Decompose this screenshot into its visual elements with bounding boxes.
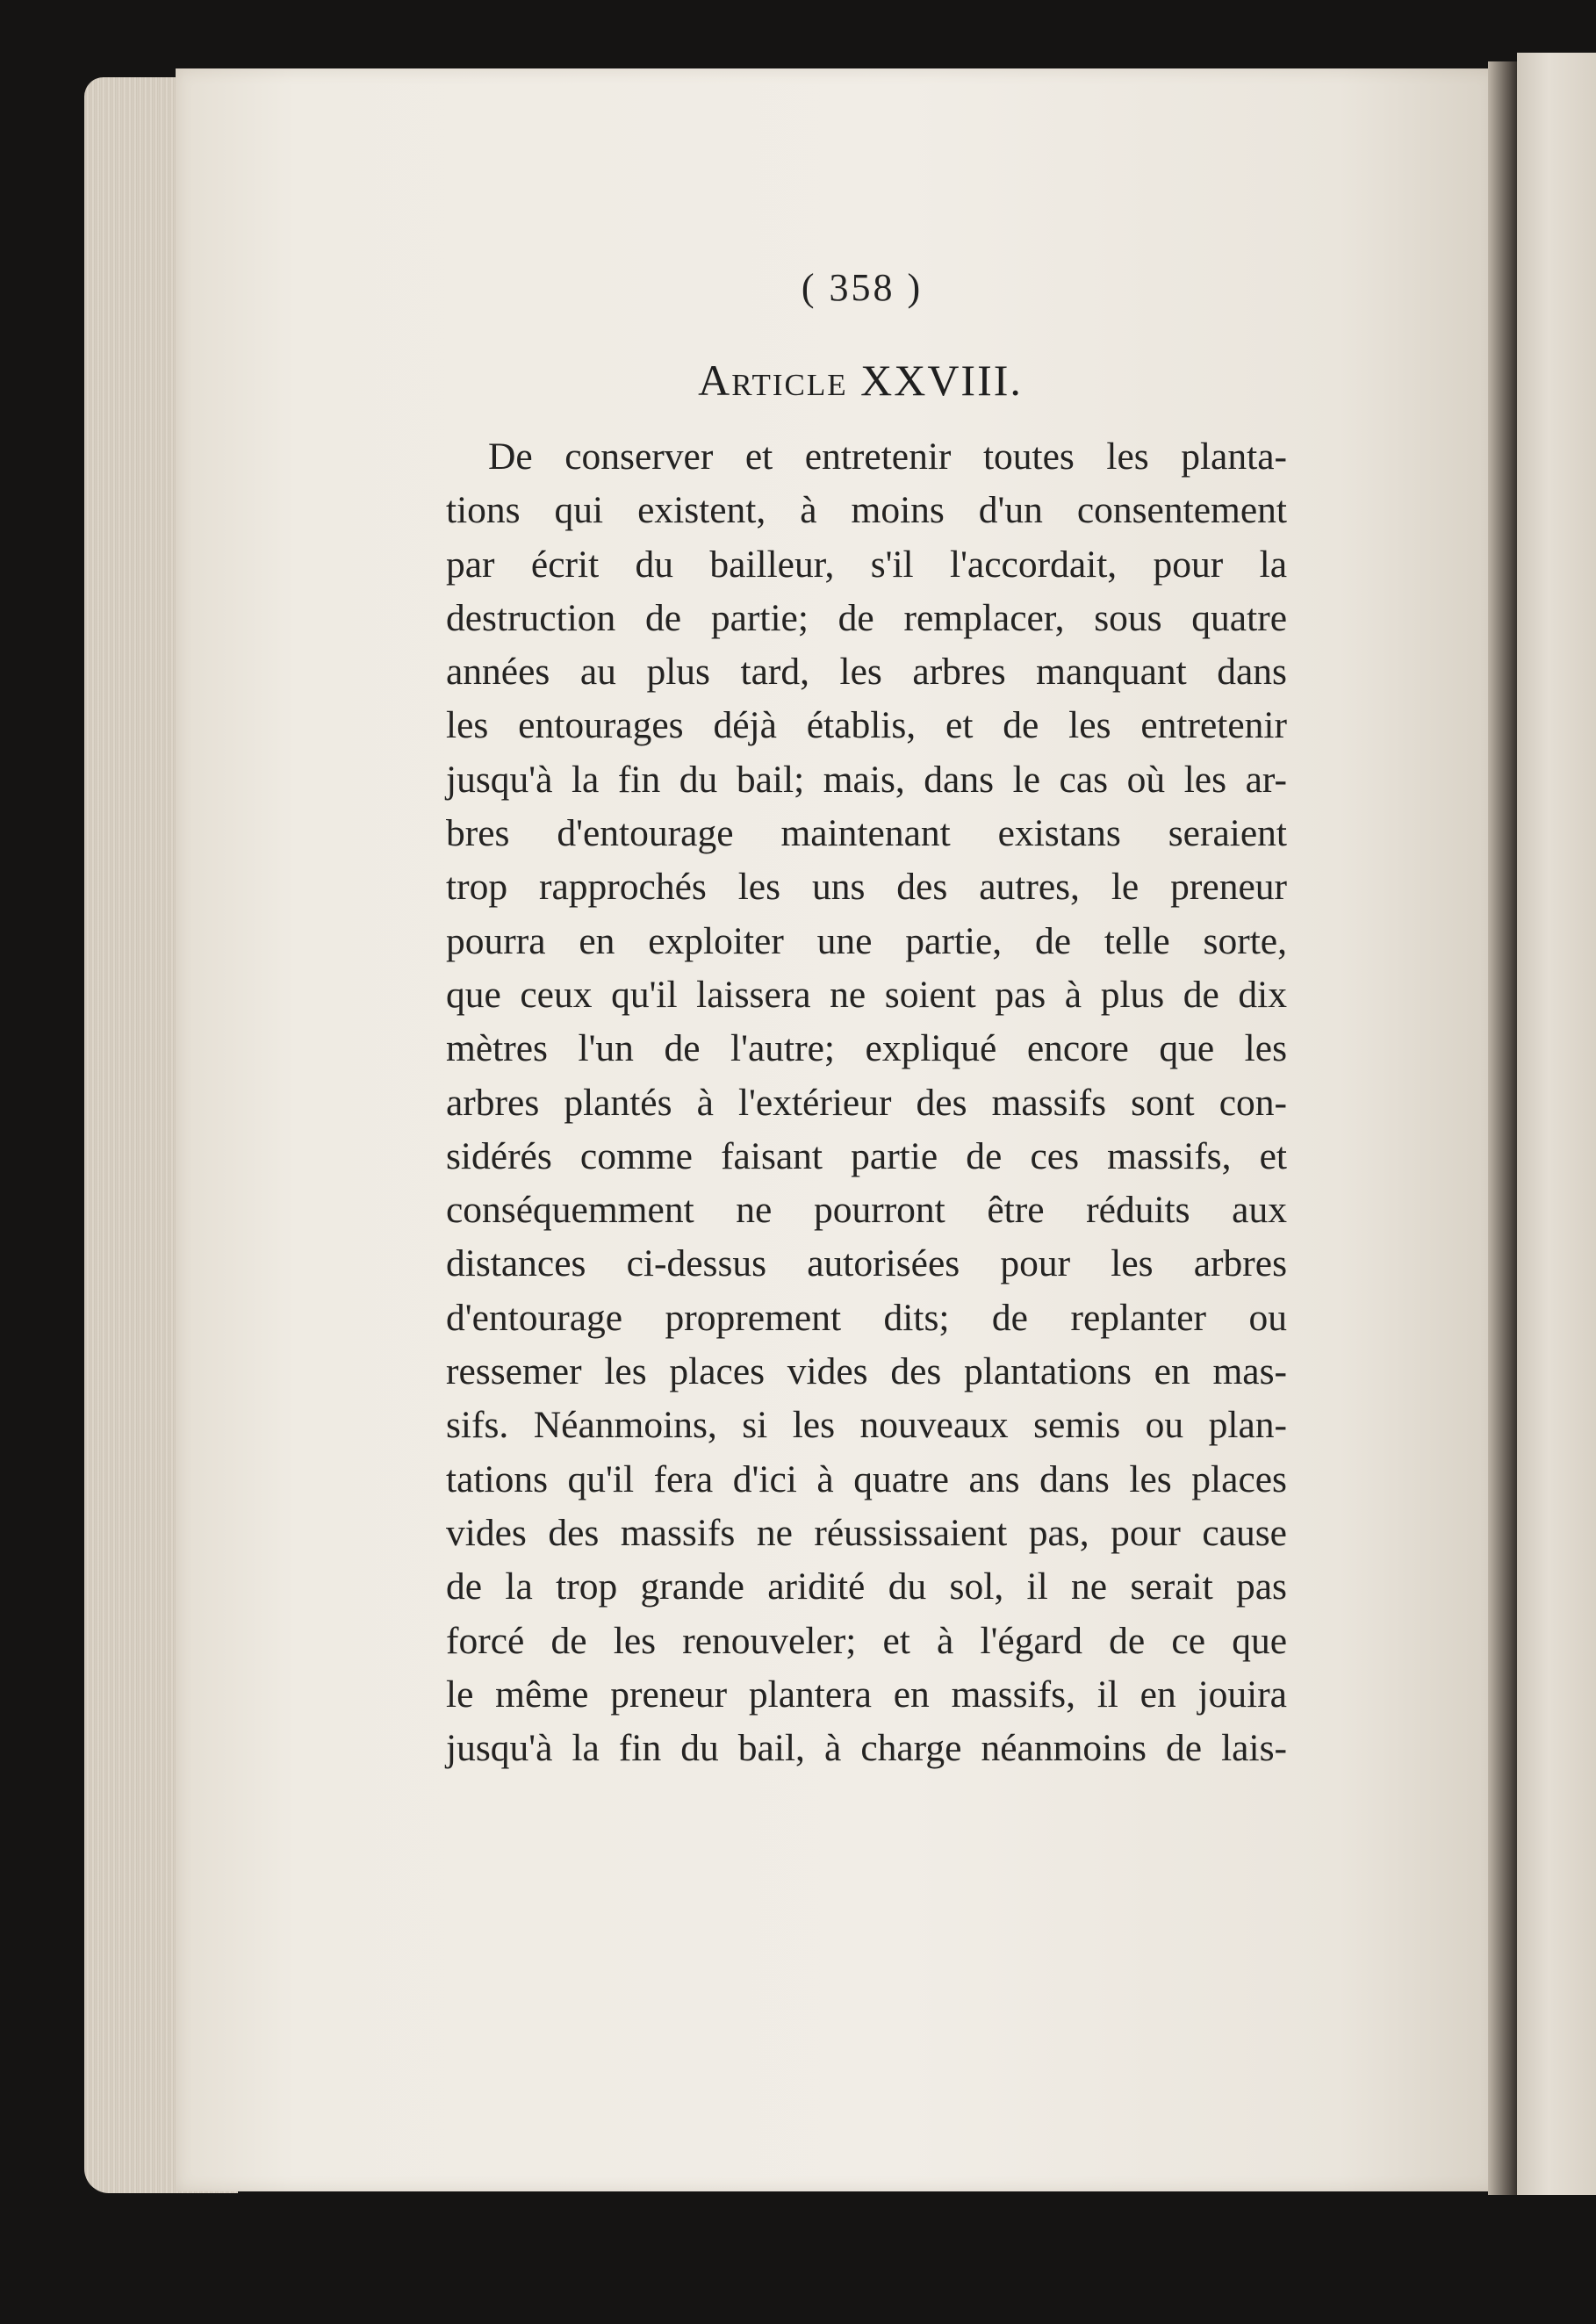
article-heading: Article XXVIII.	[698, 356, 1023, 405]
text-line: ressemer les places vides des plantations en mas-	[446, 1350, 1287, 1393]
text-line: sifs. Néanmoins, si les nouveaux semis ou plan-	[446, 1404, 1287, 1447]
text-line: sidérés comme faisant partie de ces massifs, et	[446, 1134, 1287, 1177]
text-line: forcé de les renouveler; et à l'égard de ce que	[446, 1619, 1287, 1662]
text-line: années au plus tard, les arbres manquant dans	[446, 651, 1287, 694]
text-line: le même preneur plantera en massifs, il en jouira	[446, 1673, 1287, 1716]
article-body	[446, 430, 1287, 1775]
text-line: destruction de partie; de remplacer, sous quatre	[446, 596, 1287, 639]
text-line: pourra en exploiter une partie, de telle sorte,	[446, 919, 1287, 962]
text-line: par écrit du bailleur, s'il l'accordait, pour la	[446, 543, 1287, 586]
text-line: conséquemment ne pourront être réduits aux	[446, 1189, 1287, 1232]
text-line: d'entourage proprement dits; de replanter ou	[446, 1296, 1287, 1339]
text-line: De conserver et entretenir toutes les planta-	[488, 435, 1287, 478]
text-line: de la trop grande aridité du sol, il ne serait pas	[446, 1565, 1287, 1608]
text-line: mètres l'un de l'autre; expliqué encore que les	[446, 1027, 1287, 1070]
page-number: ( 358 )	[801, 266, 924, 309]
text-line: arbres plantés à l'extérieur des massifs sont con-	[446, 1081, 1287, 1124]
text-line: vides des massifs ne réussissaient pas, pour cause	[446, 1511, 1287, 1554]
text-line: tions qui existent, à moins d'un consentement	[446, 489, 1287, 532]
text-line: jusqu'à la fin du bail, à charge néanmoins de lais-	[446, 1727, 1287, 1770]
text-line: tations qu'il fera d'ici à quatre ans dans les places	[446, 1457, 1287, 1500]
text-line: que ceux qu'il laissera ne soient pas à plus de dix	[446, 973, 1287, 1016]
text-line: bres d'entourage maintenant existans seraient	[446, 812, 1287, 855]
text-line: trop rapprochés les uns des autres, le preneur	[446, 866, 1287, 909]
text-line: les entourages déjà établis, et de les entretenir	[446, 704, 1287, 747]
text-line: distances ci-dessus autorisées pour les arbres	[446, 1242, 1287, 1285]
text-line: jusqu'à la fin du bail; mais, dans le cas où les ar-	[446, 758, 1287, 801]
